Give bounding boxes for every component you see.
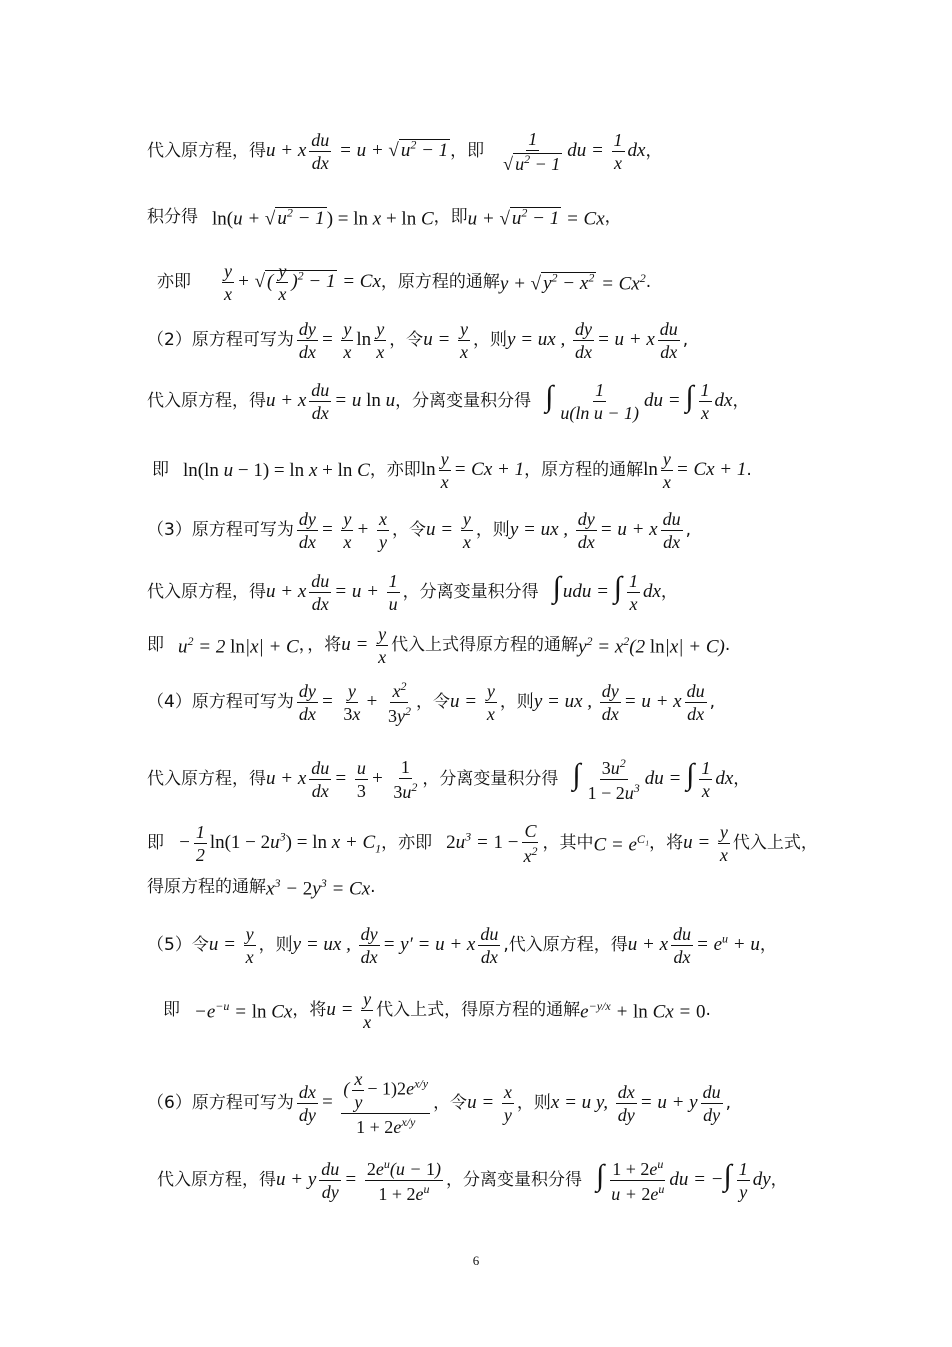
text-fragment: ， bbox=[759, 935, 777, 955]
equation: u + x $\frac{du}{dx}$ = $e^u + u$ bbox=[627, 924, 760, 967]
equation: $\frac{dy}{dx}$ = $\frac{y}{3x}$ + $\frac{x^2}{3y^2}$ bbox=[298, 679, 411, 726]
text-fragment: ，将 bbox=[649, 833, 684, 853]
text-fragment: ，分离变量积分得 bbox=[422, 769, 559, 789]
text-fragment: ， bbox=[732, 391, 750, 411]
equation: − $\frac{1}{2}$ $\ln(1 - 2u^3) = \ln x + C_1$ bbox=[178, 822, 382, 865]
text-fragment: ，即 bbox=[450, 141, 485, 161]
equation: u = $\frac{y}{x}$ bbox=[208, 924, 254, 967]
line-15 bbox=[163, 990, 832, 1031]
line-2 bbox=[147, 207, 832, 228]
equation: $C = e^{C_1}$ bbox=[593, 831, 650, 856]
line-11 bbox=[147, 757, 832, 802]
equation: u = $\frac{y}{x}$ bbox=[423, 319, 469, 362]
text-fragment: ，令 bbox=[415, 692, 450, 712]
text-fragment: ，，将 bbox=[298, 635, 342, 655]
equation: ∫ udu = ∫ $\frac{1}{x}$ dx bbox=[552, 570, 661, 614]
equation: $\frac{dx}{dy}$ = ( $\frac{x}{y}$ − $1)2e^{x/y}$ $1 + 2e^{x/y}$ bbox=[298, 1069, 429, 1137]
text-fragment: ，则 bbox=[473, 330, 508, 350]
text-fragment: ，则 bbox=[499, 692, 534, 712]
equation: ln(u + √ $u^2 - 1$ ) = ln x + ln C bbox=[212, 206, 434, 230]
line-8 bbox=[147, 572, 832, 613]
line-14 bbox=[147, 925, 832, 966]
text-fragment: ， bbox=[770, 1170, 788, 1190]
text-fragment: ，其中 bbox=[542, 833, 594, 853]
equation: $\frac{dy}{dx}$ = $\frac{y}{x}$ + $\frac{x}{y}$ bbox=[298, 509, 387, 552]
text-fragment: . bbox=[705, 1000, 711, 1020]
text-fragment: ，原方程的通解 bbox=[524, 460, 644, 480]
equation: u + x $\frac{du}{dx}$ = u + √ $u^2 - 1$ bbox=[266, 130, 449, 173]
text-fragment: ， bbox=[660, 582, 678, 602]
line-16 bbox=[147, 1070, 832, 1136]
line-13 bbox=[147, 877, 832, 898]
text-fragment: 积分得 bbox=[147, 207, 198, 228]
text-fragment: . bbox=[746, 460, 752, 480]
text-fragment: ，令 bbox=[391, 520, 426, 540]
line-1 bbox=[147, 130, 832, 173]
equation: ∫ $\frac{1 + 2e^u}{u + 2e^u}$ du = −∫ $\frac{1}{y}$ dy bbox=[595, 1157, 771, 1204]
text-fragment: ，则 bbox=[516, 1092, 551, 1113]
line-4 bbox=[147, 320, 832, 361]
text-fragment: （2）原方程可写为 bbox=[147, 330, 294, 350]
equation: y = ux , $\frac{dy}{dx}$ = y′ = u + x $\frac{du}{dx}$ bbox=[292, 924, 499, 967]
line-7 bbox=[147, 510, 832, 551]
equation: y = ux , $\frac{dy}{dx}$ = u + x $\frac{du}{dx}$ bbox=[507, 319, 678, 362]
equation: $x^3 - 2y^3 = Cx$ bbox=[266, 876, 371, 900]
equation: ln(ln u − 1) = ln x + ln C bbox=[183, 460, 370, 481]
text-fragment: 代入原方程，得 bbox=[147, 582, 266, 602]
text-fragment: ，分离变量积分得 bbox=[445, 1170, 582, 1190]
equation: ln $\frac{y}{x}$ = Cx + 1 bbox=[643, 449, 747, 492]
line-3 bbox=[157, 262, 832, 303]
equation: $\frac{y}{x}$ + √ ( $\frac{y}{x}$ )$^2$ − 1 = Cx bbox=[224, 261, 381, 304]
equation: u = $\frac{y}{x}$ bbox=[341, 624, 387, 667]
text-fragment: （4）原方程可写为 bbox=[147, 692, 294, 712]
equation: u = $\frac{y}{x}$ bbox=[449, 681, 495, 724]
equation: u = $\frac{y}{x}$ bbox=[326, 989, 372, 1032]
equation: x = u y, $\frac{dx}{dy}$ = u + y $\frac{du}{dy}$ bbox=[550, 1081, 721, 1125]
text-fragment: 即 bbox=[147, 635, 164, 655]
text-fragment: ，即 bbox=[433, 207, 468, 228]
equation: u + √ $u^2 - 1 = Cx$ bbox=[467, 206, 605, 230]
equation: y + √ $y^2 - x^2 = Cx^2$ bbox=[499, 270, 646, 295]
text-fragment: 代入原方程，得 bbox=[147, 769, 266, 789]
line-6 bbox=[152, 450, 832, 491]
equation: $\frac{dy}{dx}$ = $\frac{y}{x}$ ln $\frac{y}{x}$ bbox=[298, 319, 385, 362]
page-number: 6 bbox=[472, 1253, 480, 1268]
text-fragment: （6）原方程可写为 bbox=[147, 1092, 294, 1113]
equation: u + y $\frac{du}{dy}$ = $\frac{2e^u(u - 1)}{1 + 2e^u}$ bbox=[276, 1157, 441, 1204]
line-17 bbox=[157, 1158, 842, 1203]
text-fragment: ，分离变量积分得 bbox=[395, 391, 532, 411]
text-fragment: 得原方程的通解 bbox=[147, 877, 266, 898]
text-fragment: 代入上式得原方程的通解 bbox=[391, 635, 579, 655]
equation: $\frac{1}{√ u^2 - 1}$ du = $\frac{1}{x}$ dx bbox=[503, 129, 646, 174]
text-fragment: ，将 bbox=[292, 1000, 327, 1020]
text-fragment: ， bbox=[645, 141, 663, 161]
text-fragment: ，令 bbox=[433, 1092, 468, 1113]
equation: $-e^{-u} = \ln Cx$ bbox=[194, 998, 293, 1023]
equation: u = $\frac{y}{x}$ bbox=[683, 822, 728, 865]
text-fragment: （5）令 bbox=[147, 935, 209, 955]
equation: ∫ $\frac{3u^2}{1 - 2u^3}$ du = ∫ $\frac{1}{x}$ dx bbox=[572, 756, 734, 803]
text-fragment: . bbox=[645, 272, 652, 292]
text-fragment: 代入上式， bbox=[732, 833, 818, 853]
text-fragment: ， bbox=[733, 769, 751, 789]
text-fragment: 代入原方程，得 bbox=[147, 141, 266, 161]
text-fragment: ,代入原方程，得 bbox=[503, 935, 628, 955]
line-12 bbox=[147, 822, 842, 865]
text-fragment: （3）原方程可写为 bbox=[147, 520, 294, 540]
text-fragment: 代入原方程，得 bbox=[147, 391, 266, 411]
equation: u + x $\frac{du}{dx}$ = $\frac{u}{3}$ + $\frac{1}{3u^2}$ bbox=[266, 757, 418, 802]
equation: u + x $\frac{du}{dx}$ = u ln u bbox=[266, 380, 396, 423]
equation: u = $\frac{y}{x}$ bbox=[425, 509, 471, 552]
text-fragment: , bbox=[725, 1092, 732, 1113]
equation: $e^{-y/x} + \ln Cx = 0$ bbox=[580, 998, 706, 1023]
text-fragment: 代入原方程，得 bbox=[157, 1170, 276, 1190]
text-fragment: 亦即 bbox=[157, 272, 191, 292]
line-5 bbox=[147, 381, 832, 422]
text-fragment: ，分离变量积分得 bbox=[402, 582, 539, 602]
text-fragment: , bbox=[709, 692, 715, 712]
equation: y = ux , $\frac{dy}{dx}$ = u + x $\frac{du}{dx}$ bbox=[509, 509, 681, 552]
equation: ∫ $\frac{1}{\text{u(ln u − 1)}}$ du = ∫ $\frac{1}{x}$ dx bbox=[545, 379, 733, 423]
text-fragment: ，亦即 bbox=[369, 460, 421, 480]
equation: u = $\frac{x}{y}$ bbox=[467, 1081, 512, 1125]
equation: u + x $\frac{du}{dx}$ = u + $\frac{1}{u}$ bbox=[266, 571, 398, 614]
equation: $2u^3 = 1$ − $\frac{C}{x^2}$ bbox=[446, 821, 538, 866]
text-fragment: 即 bbox=[163, 1000, 180, 1020]
equation: $y^2 = x^2(2$ ln|x| + C) bbox=[578, 633, 725, 658]
line-10 bbox=[147, 680, 832, 725]
text-fragment: 即 bbox=[147, 833, 164, 853]
text-fragment: 即 bbox=[152, 460, 169, 480]
line-9 bbox=[147, 625, 832, 666]
text-fragment: 代入上式，得原方程的通解 bbox=[376, 1000, 581, 1020]
text-fragment: ，令 bbox=[389, 330, 424, 350]
equation: y = ux , $\frac{dy}{dx}$ = u + x $\frac{du}{dx}$ bbox=[533, 681, 705, 724]
text-fragment: ， bbox=[604, 207, 622, 228]
text-fragment: ，则 bbox=[475, 520, 510, 540]
equation: $u^2 = 2$ ln|x| + C bbox=[178, 633, 299, 658]
text-fragment: ，原方程的通解 bbox=[380, 272, 500, 292]
text-fragment: ，亦即 bbox=[381, 833, 433, 853]
equation: ln $\frac{y}{x}$ = Cx + 1 bbox=[420, 449, 525, 492]
text-fragment: ，则 bbox=[258, 935, 293, 955]
text-fragment: . bbox=[724, 635, 731, 655]
text-fragment: , bbox=[682, 330, 689, 350]
text-fragment: , bbox=[685, 520, 691, 540]
text-fragment: . bbox=[370, 877, 376, 898]
